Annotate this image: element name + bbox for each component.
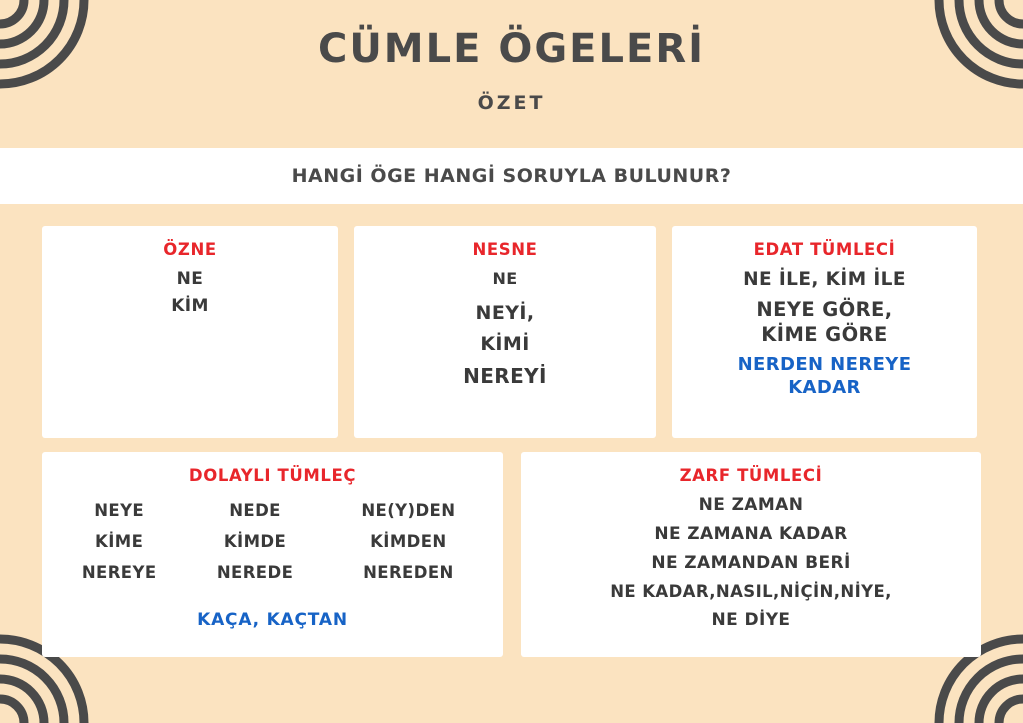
table-cell: KİME xyxy=(95,532,144,551)
question-text: HANGİ ÖGE HANGİ SORUYLA BULUNUR? xyxy=(291,165,732,187)
table-cell: NEREDE xyxy=(216,563,294,582)
table-cell: NEDE xyxy=(229,501,281,520)
card-ozne-title: ÖZNE xyxy=(163,240,217,259)
card-edat-line-blue: KADAR xyxy=(788,377,861,398)
card-zarf-title: ZARF TÜMLECİ xyxy=(679,466,823,485)
cards-grid xyxy=(42,226,981,657)
card-nesne-line: NE xyxy=(492,269,518,288)
page-title: CÜMLE ÖGELERİ xyxy=(317,26,706,72)
card-nesne xyxy=(354,226,656,438)
card-ozne xyxy=(42,226,338,438)
card-edat-line: NE İLE, KİM İLE xyxy=(743,269,906,290)
card-ozne-line: KİM xyxy=(171,296,209,316)
card-dolayli-tumlec xyxy=(42,452,503,657)
card-nesne-line: KİMİ xyxy=(480,333,530,355)
table-row xyxy=(52,495,493,526)
card-zarf-line: NE ZAMANDAN BERİ xyxy=(651,553,851,573)
card-zarf-line: NE KADAR,NASIL,NİÇİN,NİYE, xyxy=(610,582,892,601)
table-cell: NEREDEN xyxy=(363,563,454,582)
cards-row-2 xyxy=(42,452,981,657)
card-edat-tumleci xyxy=(672,226,977,438)
card-nesne-line: NEREYİ xyxy=(463,364,547,388)
table-cell: NEYE xyxy=(94,501,145,520)
table-cell: NEREYE xyxy=(81,563,157,582)
card-nesne-line: NEYİ, xyxy=(475,302,535,324)
card-zarf-line: NE DİYE xyxy=(711,610,791,630)
card-edat-title: EDAT TÜMLECİ xyxy=(753,240,896,259)
table-cell: NE(Y)DEN xyxy=(361,501,456,520)
table-cell: KİMDEN xyxy=(370,532,447,551)
card-zarf-line: NE ZAMANA KADAR xyxy=(654,524,848,544)
page-subtitle: ÖZET xyxy=(477,92,546,114)
table-row xyxy=(52,526,493,557)
card-edat-line: NEYE GÖRE, xyxy=(756,298,893,321)
card-dolayli-title: DOLAYLI TÜMLEÇ xyxy=(188,466,357,485)
page-header xyxy=(0,0,1023,148)
cards-row-1 xyxy=(42,226,981,438)
table-cell: KİMDE xyxy=(223,532,287,551)
question-band xyxy=(0,148,1023,204)
card-zarf-tumleci xyxy=(521,452,981,657)
card-edat-line-blue: NERDEN NEREYE xyxy=(737,354,912,375)
card-zarf-line: NE ZAMAN xyxy=(698,495,804,515)
table-row xyxy=(52,557,493,588)
card-ozne-line: NE xyxy=(176,269,204,289)
dolayli-questions-table xyxy=(52,495,493,588)
card-dolayli-footer-blue: KAÇA, KAÇTAN xyxy=(197,610,348,630)
card-edat-line: KİME GÖRE xyxy=(761,323,888,346)
card-nesne-title: NESNE xyxy=(472,240,538,259)
